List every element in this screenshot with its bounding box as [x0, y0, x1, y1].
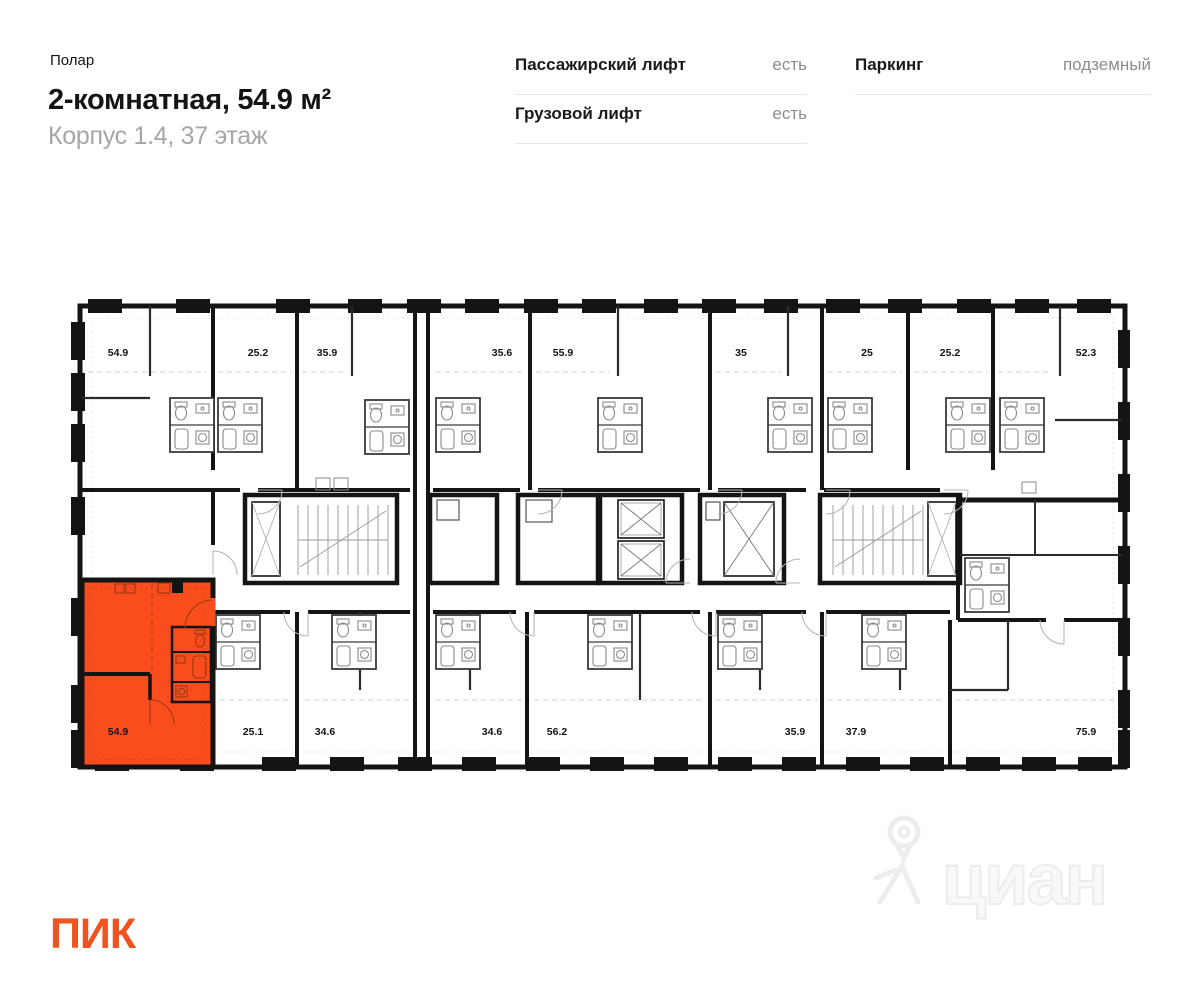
project-name: Полар: [50, 52, 95, 69]
unit-area-label: 25.2: [247, 347, 269, 359]
lift-info-table: [515, 46, 807, 144]
passenger-lift-label: Пассажирский лифт: [515, 55, 686, 74]
info-row-parking: [855, 46, 1151, 95]
cargo-lift-label: Грузовой лифт: [515, 104, 642, 123]
unit-area-label: 25: [861, 347, 873, 359]
parking-label: Паркинг: [855, 55, 924, 74]
cian-person-pin-icon: [876, 818, 918, 902]
unit-area-label: 52.3: [1075, 347, 1097, 359]
unit-area-label: 75.9: [1075, 726, 1097, 738]
unit-area-label: 25.1: [242, 726, 264, 738]
apartment-title: 2-комнатная, 54.9 м²: [48, 84, 331, 116]
cian-watermark: [852, 806, 1152, 926]
highlighted-unit-area-label: 54.9: [107, 726, 129, 738]
unit-area-label: 54.9: [107, 347, 129, 359]
info-row-cargo-lift: [515, 95, 807, 144]
unit-area-label: 56.2: [546, 726, 568, 738]
elevator-icon: [618, 500, 664, 538]
unit-area-label: 25.2: [939, 347, 961, 359]
info-row-passenger-lift: [515, 46, 807, 95]
building-floor-subtitle: Корпус 1.4, 37 этаж: [48, 122, 268, 150]
passenger-lift-value: есть: [772, 55, 807, 74]
building-core: [245, 495, 960, 583]
unit-area-label: 35: [735, 347, 747, 359]
cargo-lift-value: есть: [772, 104, 807, 123]
elevator-icon: [724, 502, 774, 576]
unit-area-label: 55.9: [552, 347, 574, 359]
unit-area-label: 34.6: [314, 726, 336, 738]
unit-area-label: 35.9: [784, 726, 806, 738]
parking-value: подземный: [1062, 55, 1151, 74]
highlighted-apartment[interactable]: [82, 580, 216, 767]
cian-watermark-text: циан: [942, 840, 1107, 920]
unit-area-label: 35.6: [491, 347, 513, 359]
unit-area-label: 37.9: [845, 726, 867, 738]
unit-area-label: 34.6: [481, 726, 503, 738]
parking-info-table: [855, 46, 1151, 95]
unit-area-label: 35.9: [316, 347, 338, 359]
elevator-icon: [618, 541, 664, 579]
floor-plan: [70, 290, 1130, 780]
pik-logo: ПИК: [50, 910, 136, 958]
